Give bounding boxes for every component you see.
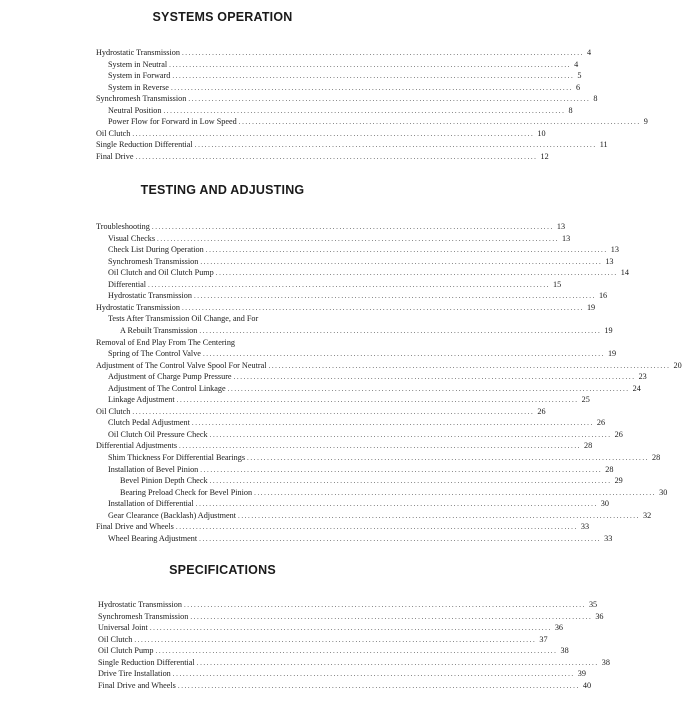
toc-entry: [96, 140, 608, 150]
toc-entry-page: 32: [643, 510, 652, 520]
toc-entry: [98, 611, 604, 622]
toc-entry-page: 6: [575, 82, 581, 92]
toc-entry-page: 5: [577, 71, 582, 80]
toc-entry-label: Linkage Adjustment: [108, 395, 175, 405]
toc-entry-page: 8: [593, 94, 598, 103]
section-title-specifications: SPECIFICATIONS: [169, 563, 276, 577]
toc-entry-label: Oil Clutch Pump: [98, 646, 154, 655]
toc-entry-label: Final Drive and Wheels: [98, 680, 176, 690]
toc-entry-page: 29: [614, 476, 623, 486]
dot-leader: ........................................................................................................................: [179, 442, 582, 451]
toc-entry-label: Oil Clutch: [96, 406, 131, 416]
dot-leader: ........................................................................................................................: [199, 534, 602, 543]
toc-entry-label: Oil Clutch and Oil Clutch Pump: [108, 268, 214, 278]
toc-entry-label: Differential Adjustments: [96, 441, 178, 451]
toc-entry-page: 25: [581, 395, 590, 405]
toc-entry-page: 23: [638, 372, 647, 382]
dot-leader: ........................................................................................................................: [194, 141, 597, 149]
toc-entry-label: Troubleshooting: [96, 222, 150, 231]
toc-entry: [96, 94, 598, 104]
toc-entry-page: 30: [600, 499, 609, 509]
toc-entry-page: 33: [580, 522, 590, 532]
toc-entry-label: System in Neutral: [108, 59, 168, 69]
dot-leader: ........................................................................................................................: [149, 624, 552, 632]
toc-entry-label: Oil Clutch: [96, 128, 131, 138]
toc-entry: [108, 349, 617, 359]
dot-leader: ........................................................................................................................: [151, 223, 554, 231]
toc-entry: [98, 669, 586, 679]
dot-leader: ........................................................................................................................: [238, 118, 641, 126]
toc-entry: [98, 623, 563, 633]
toc-entry-label: Synchromesh Transmission: [98, 611, 189, 621]
toc-entry: [96, 441, 593, 451]
toc-entry: [108, 383, 641, 394]
toc-entry: [96, 360, 682, 371]
dot-leader: ........................................................................................................................: [181, 49, 584, 57]
toc-entry-page: 13: [556, 222, 566, 231]
dot-leader: ........................................................................................................................: [209, 430, 612, 439]
dot-leader: ........................................................................................................................: [183, 601, 586, 609]
toc-entry-page: 14: [620, 268, 629, 278]
section-title-systems-operation: SYSTEMS OPERATION: [152, 10, 293, 24]
toc-entry: [120, 476, 623, 486]
toc-entry-page: 26: [596, 418, 606, 428]
dot-leader: ........................................................................................................................: [169, 60, 572, 69]
toc-entry-page: 30: [659, 487, 668, 497]
toc-entry-label: Adjustment of Charge Pump Pressure: [108, 372, 232, 382]
toc-entry-label: Visual Checks: [108, 233, 156, 243]
toc-entry-label: Spring of The Control Valve: [108, 349, 201, 359]
toc-entry-page: 28: [584, 441, 593, 451]
dot-leader: ........................................................................................................................: [202, 350, 605, 359]
toc-entry-label: Power Flow for Forward in Low Speed: [108, 117, 237, 126]
toc-entry-page: 8: [568, 105, 573, 115]
dot-leader: ........................................................................................................................: [172, 72, 575, 80]
toc-entry: [108, 395, 590, 405]
toc-entry-page: 28: [605, 464, 614, 474]
toc-entry-page: 11: [599, 140, 608, 149]
dot-leader: ........................................................................................................................: [148, 280, 551, 289]
toc-entry-page: 35: [588, 600, 598, 609]
toc-entry-page: 19: [586, 302, 596, 312]
toc-entry-page: 19: [607, 349, 617, 359]
toc-entry: [108, 314, 372, 324]
dot-leader: ........................................................................................................................: [247, 454, 650, 462]
dot-leader: ........................................................................................................................: [188, 95, 591, 103]
toc-entry: [96, 406, 546, 417]
toc-entry: [108, 268, 629, 278]
toc-entry: [98, 680, 592, 691]
toc-entry: [108, 71, 582, 81]
toc-entry-label: Universal Joint: [98, 623, 148, 632]
toc-entry-page: 36: [595, 611, 604, 621]
toc-entry: [108, 499, 609, 509]
toc-entry: [96, 302, 596, 313]
toc-entry: [96, 338, 372, 348]
dot-leader: ........................................................................................................................: [176, 396, 579, 405]
toc-entry-label: System in Reverse: [108, 82, 169, 92]
toc-entry-label: Installation of Differential: [108, 499, 194, 509]
toc-entry-page: 28: [652, 453, 661, 462]
toc-entry-label: Bevel Pinion Depth Check: [120, 476, 208, 486]
toc-entry-label: Clutch Pedal Adjustment: [108, 418, 190, 428]
toc-entry: [108, 117, 648, 127]
toc-entry-label: Installation of Bevel Pinion: [108, 464, 199, 474]
toc-entry: [108, 464, 614, 475]
toc-entry: [98, 657, 610, 668]
toc-entry: [108, 233, 571, 244]
toc-entry-label: Drive Tire Installation: [98, 669, 171, 678]
dot-leader: ........................................................................................................................: [196, 658, 599, 667]
toc-entry: [98, 634, 548, 645]
toc-entry: [108, 453, 661, 463]
toc-entry-page: 38: [601, 657, 610, 667]
dot-leader: ........................................................................................................................: [155, 647, 558, 655]
toc-entry-page: 37: [539, 634, 548, 644]
dot-leader: ........................................................................................................................: [193, 292, 596, 301]
toc-entry: [108, 510, 652, 521]
dot-leader: ........................................................................................................................: [163, 106, 566, 115]
toc-entry: [108, 256, 614, 267]
toc-entry-label: Adjustment of The Control Valve Spool For Neutral: [96, 360, 267, 370]
toc-entry-label: Single Reduction Differential: [96, 140, 193, 149]
dot-leader: ........................................................................................................................: [175, 523, 578, 532]
toc-entry: [108, 291, 608, 301]
toc-entry: [96, 48, 592, 58]
toc-entry: [108, 429, 623, 440]
toc-entry-label: Tests After Transmission Oil Change, and For: [108, 314, 259, 324]
toc-entry: [120, 325, 613, 336]
toc-entry: [98, 600, 598, 610]
toc-entry-label: Hydrostatic Transmission: [108, 291, 192, 301]
toc-entry-page: 26: [614, 429, 623, 439]
toc-entry-label: Differential: [108, 279, 147, 289]
toc-entry: [108, 372, 647, 382]
dot-leader: ........................................................................................................................: [132, 129, 535, 138]
dot-leader: ........................................................................................................................: [205, 246, 608, 255]
toc-entry-label: Oil Clutch Oil Pressure Check: [108, 429, 208, 439]
dot-leader: ........................................................................................................................: [215, 269, 618, 278]
toc-entry-page: 20: [673, 360, 682, 370]
toc-entry: [108, 418, 606, 428]
dot-leader: ........................................................................................................................: [172, 670, 575, 678]
toc-entry: [108, 279, 562, 290]
toc-entry-label: Synchromesh Transmission: [108, 256, 199, 266]
toc-entry-label: Hydrostatic Transmission: [96, 302, 180, 312]
toc-entry-page: 4: [586, 48, 592, 57]
toc-entry: [108, 82, 581, 93]
toc-entry-page: 38: [560, 646, 569, 655]
toc-entry-label: Final Drive and Wheels: [96, 522, 174, 532]
dot-leader: ........................................................................................................................: [170, 83, 573, 92]
dot-leader: ........................................................................................................................: [227, 384, 630, 393]
toc-entry-page: 19: [604, 325, 613, 335]
toc-entry-page: 36: [554, 623, 563, 632]
dot-leader: ........................................................................................................................: [181, 303, 584, 312]
toc-entry-page: 13: [562, 233, 571, 243]
toc-entry-label: Final Drive: [96, 151, 134, 161]
toc-entry-page: 12: [540, 151, 549, 161]
toc-entry-label: Synchromesh Transmission: [96, 94, 187, 103]
dot-leader: ........................................................................................................................: [177, 681, 580, 690]
dot-leader: ........................................................................................................................: [134, 635, 537, 644]
dot-leader: ........................................................................................................................: [200, 465, 603, 474]
dot-leader: ........................................................................................................................: [199, 326, 602, 335]
dot-leader: ........................................................................................................................: [233, 373, 636, 382]
toc-entry-label: Oil Clutch: [98, 634, 133, 644]
toc-entry-page: 24: [632, 383, 641, 393]
toc-entry: [120, 487, 668, 498]
dot-leader: ........................................................................................................................: [195, 500, 598, 509]
toc-entry: [108, 59, 579, 70]
toc-entry-page: 13: [605, 256, 614, 266]
toc-entry-label: Bearing Preload Check for Bevel Pinion: [120, 487, 253, 497]
toc-entry-page: 15: [553, 279, 562, 289]
toc-entry: [96, 151, 549, 162]
toc-entry: [96, 522, 590, 532]
toc-entry-label: A Rebuilt Transmission: [120, 325, 198, 335]
toc-entry: [98, 646, 569, 656]
toc-entry-page: 33: [604, 533, 613, 543]
toc-entry-page: 39: [577, 669, 586, 678]
toc-entry-label: Shim Thickness For Differential Bearings: [108, 453, 246, 462]
toc-entry-page: 26: [537, 406, 546, 416]
dot-leader: ........................................................................................................................: [209, 477, 612, 486]
dot-leader: ........................................................................................................................: [190, 612, 593, 621]
dot-leader: ........................................................................................................................: [238, 511, 640, 520]
toc-entry: [96, 128, 546, 139]
toc-entry-page: 9: [643, 117, 648, 126]
dot-leader: ........................................................................................................................: [200, 257, 603, 266]
toc-entry-label: Removal of End Play From The Centering: [96, 337, 236, 347]
toc-entry-page: 10: [537, 128, 546, 138]
dot-leader: ........................................................................................................................: [254, 488, 657, 497]
toc-entry-label: Check List During Operation: [108, 245, 204, 255]
toc-entry-label: Wheel Bearing Adjustment: [108, 533, 198, 543]
toc-entry-page: 13: [610, 245, 619, 255]
dot-leader: ........................................................................................................................: [135, 152, 538, 161]
toc-entry: [108, 245, 619, 255]
toc-entry-page: 16: [598, 291, 608, 301]
toc-entry-label: Hydrostatic Transmission: [98, 600, 182, 609]
toc-entry: [96, 222, 566, 232]
toc-entry-label: Single Reduction Differential: [98, 657, 195, 667]
toc-entry: [108, 105, 573, 116]
section-title-testing-and-adjusting: TESTING AND ADJUSTING: [140, 183, 305, 197]
dot-leader: ........................................................................................................................: [268, 361, 671, 370]
toc-entry-label: Adjustment of The Control Linkage: [108, 383, 226, 393]
dot-leader: ........................................................................................................................: [132, 407, 535, 416]
toc-entry-page: 4: [574, 59, 579, 69]
toc-entry-label: Hydrostatic Transmission: [96, 48, 180, 57]
toc-entry-page: 40: [582, 680, 592, 690]
toc-entry-label: Gear Clearance (Backlash) Adjustment: [108, 510, 236, 520]
dot-leader: ........................................................................................................................: [157, 234, 560, 243]
toc-entry: [108, 533, 613, 544]
toc-entry-label: System in Forward: [108, 71, 171, 80]
dot-leader: ........................................................................................................................: [191, 419, 594, 428]
toc-entry-label: Neutral Position: [108, 105, 162, 115]
